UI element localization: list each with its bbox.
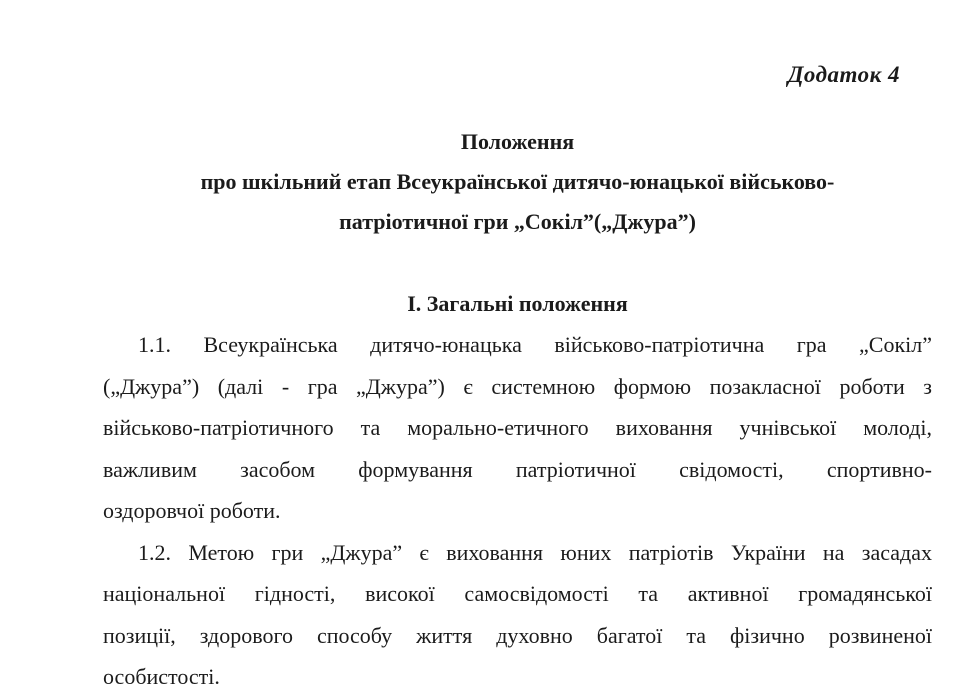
text-line: 1.1. Всеукраїнська дитячо-юнацька військово-патріотична гра „Сокіл”: [138, 332, 932, 357]
text-line: позиції, здорового способу життя духовно багатої та фізично розвиненої: [103, 622, 932, 648]
paragraph-1-1: [103, 324, 932, 532]
text-line: 1.2. Метою гри „Джура” є виховання юних патріотів України на засадах: [138, 539, 932, 565]
text-line: особистості.: [103, 664, 220, 689]
title-line-3: патріотичної гри „Сокіл”(„Джура”): [339, 209, 696, 234]
document-title: [103, 122, 932, 242]
title-line-1: Положення: [460, 129, 575, 154]
title-line-2: про шкільний етап Всеукраїнської дитячо-юнацької військово-: [200, 169, 835, 194]
text-line: військово-патріотичного та морально-етичного виховання учнівської молоді,: [103, 415, 932, 440]
text-line: національної гідності, високої самосвідомості та активної громадянської: [103, 581, 932, 606]
text-line: важливим засобом формування патріотичної свідомості, спортивно-: [103, 456, 932, 482]
text-line: оздоровчої роботи.: [103, 498, 281, 523]
paragraph-1-2: [103, 532, 932, 689]
section-heading: І. Загальні положення: [407, 291, 628, 316]
appendix-label: Додаток 4: [787, 62, 900, 87]
document-body: [103, 324, 932, 689]
text-line: („Джура”) (далі - гра „Джура”) є системною формою позакласної роботи з: [103, 373, 932, 399]
